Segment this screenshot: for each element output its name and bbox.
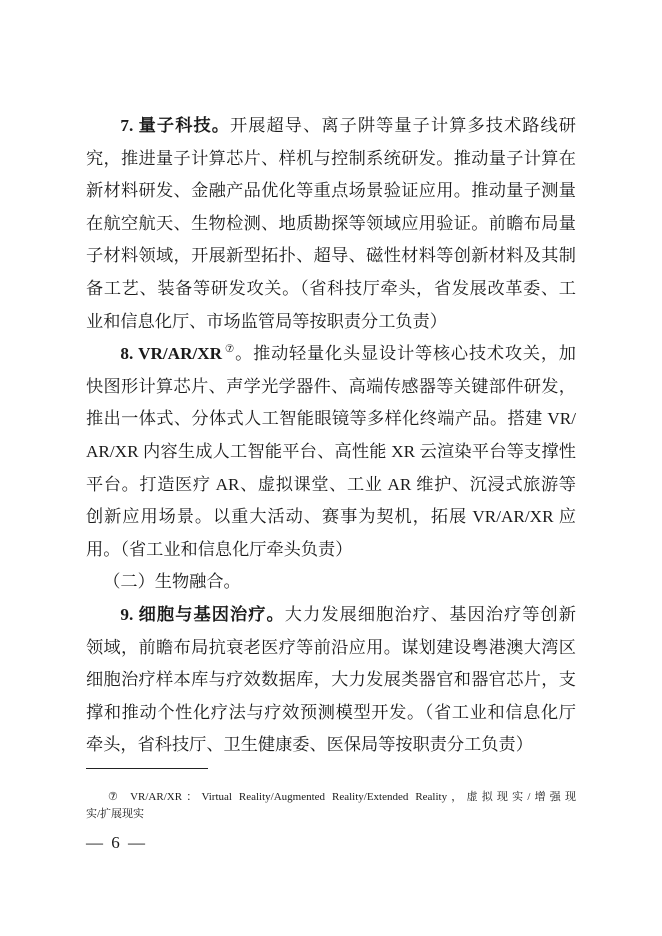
item-heading: 7. 量子科技。	[120, 116, 230, 135]
body-line: 撑和推动个性化疗法与疗效预测模型开发。（省工业和信息化厅	[86, 702, 576, 722]
body-line	[86, 110, 576, 143]
footnote	[86, 789, 576, 823]
body-line	[86, 338, 576, 371]
item-heading: 9. 细胞与基因治疗。	[120, 604, 285, 624]
line-text: 开展超导、离子阱等量子计算多技术路线研	[230, 116, 576, 135]
body-line: 平台。打造医疗 AR、虚拟课堂、工业 AR 维护、沉浸式旅游等	[86, 474, 576, 494]
body-line: 细胞治疗样本库与疗效数据库，大力发展类器官和器官芯片，支	[86, 670, 576, 690]
body-line: 牵头，省科技厅、卫生健康委、医保局等按职责分工负责）	[86, 735, 533, 755]
line-text: 大力发展细胞治疗、基因治疗等创新	[284, 604, 576, 624]
section-heading-bio-fusion	[86, 566, 576, 599]
body-line: 新材料研发、金融产品优化等重点场景验证应用。推动量子测量	[86, 181, 576, 201]
body-line: 备工艺、装备等研发攻关。（省科技厅牵头，省发展改革委、工	[86, 278, 576, 298]
body-line: 用。（省工业和信息化厅牵头负责）	[86, 539, 353, 559]
footnote-separator	[86, 768, 208, 769]
footnote-line: 实/扩展现实	[86, 808, 145, 820]
body-line: 推出一体式、分体式人工智能眼镜等多样化终端产品。搭建 VR/	[86, 409, 576, 429]
section-heading: （二）生物融合。	[103, 572, 241, 592]
footnote-line	[86, 789, 576, 806]
paragraph-cell-gene-therapy	[86, 599, 576, 762]
body-line: 快图形计算芯片、声学光学器件、高端传感器等关键部件研发，	[86, 376, 576, 396]
body-line: 创新应用场景。以重大活动、赛事为契机，拓展 VR/AR/XR 应	[86, 507, 576, 527]
item-heading: 8. VR/AR/XR	[120, 344, 223, 364]
body-text	[86, 110, 576, 762]
footnote-reference: ⑦	[224, 344, 236, 356]
line-text: 。推动轻量化头显设计等核心技术攻关，加	[235, 344, 576, 364]
paragraph-quantum-tech	[86, 110, 576, 338]
body-line: 究，推进量子计算芯片、样机与控制系统研发。推动量子计算在	[86, 148, 576, 168]
paragraph-vr-ar-xr	[86, 338, 576, 566]
body-line: 业和信息化厅、市场监管局等按职责分工负责）	[86, 311, 447, 331]
body-line: 在航空航天、生物检测、地质勘探等领域应用验证。前瞻布局量	[86, 213, 576, 233]
body-line	[86, 599, 576, 632]
body-line: AR/XR 内容生成人工智能平台、高性能 XR 云渲染平台等支撑性	[86, 441, 576, 461]
footnote-text: VR/AR/XR：Virtual Reality/Augmented Reality/Extended Reality，虚拟现实/增强现	[130, 791, 576, 803]
footnote-marker: ⑦	[108, 791, 123, 803]
body-line: 子材料领域，开展新型拓扑、超导、磁性材料等创新材料及其制	[86, 246, 576, 266]
page-number: — 6 —	[86, 833, 147, 852]
body-line: 领域，前瞻布局抗衰老医疗等前沿应用。谋划建设粤港澳大湾区	[86, 637, 576, 657]
